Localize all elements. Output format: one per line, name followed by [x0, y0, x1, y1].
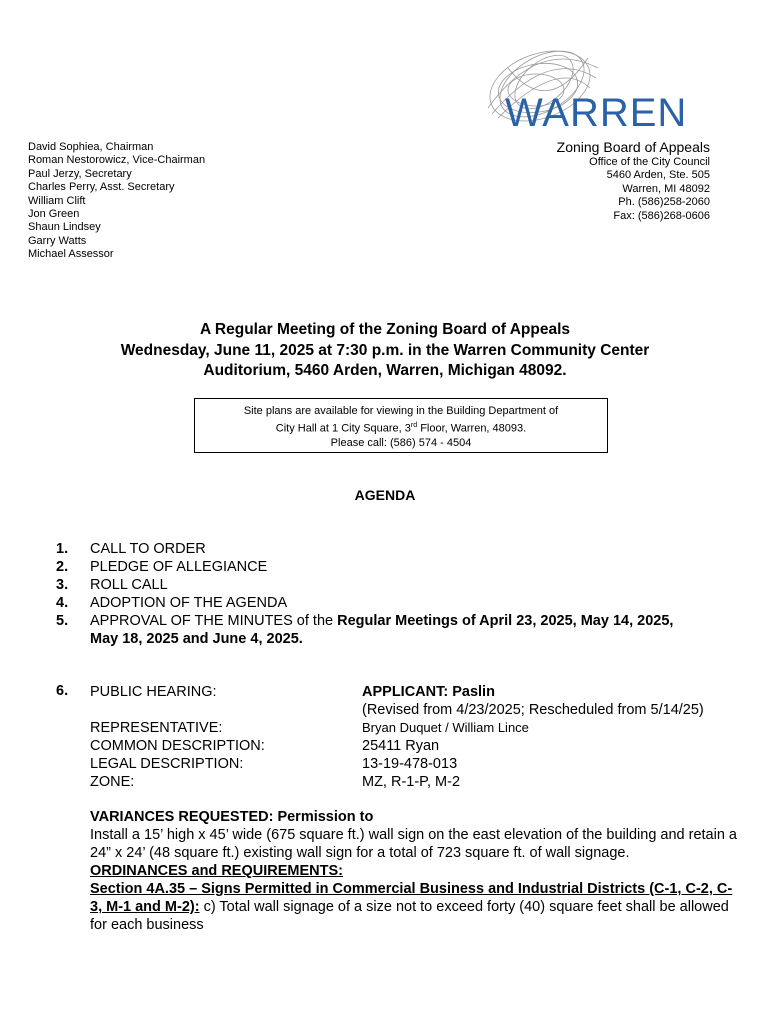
meeting-title	[60, 320, 710, 382]
agenda-item: 1. CALL TO ORDER	[56, 541, 206, 557]
legal-description-value: 13-19-478-013	[362, 756, 458, 772]
public-hearing-labels	[90, 683, 265, 791]
variances-heading: VARIANCES REQUESTED: Permission to	[90, 809, 374, 825]
public-hearing-values	[362, 683, 704, 791]
notice-line: City Hall at 1 City Square, 3rd Floor, Warren, 48093.	[275, 421, 527, 435]
member-name: Jon Green	[28, 208, 80, 221]
member-name: Charles Perry, Asst. Secretary	[28, 181, 175, 194]
title-line: Wednesday, June 11, 2025 at 7:30 p.m. in the Warren Community Center	[120, 341, 650, 359]
representative-value: Bryan Duquet / William Lince	[362, 720, 529, 735]
label-zone: ZONE:	[90, 774, 135, 790]
office-line: 5460 Arden, Ste. 505	[606, 169, 710, 182]
label-public-hearing: PUBLIC HEARING:	[90, 684, 217, 700]
agenda-item: 4. ADOPTION OF THE AGENDA	[56, 595, 288, 611]
agenda-heading: AGENDA	[354, 487, 416, 503]
agenda-item-minutes: 5. APPROVAL OF THE MINUTES of the Regular Meetings of April 23, 2025, May 14, 2025, May 18, 2025 and June 4, 2025.	[56, 613, 674, 647]
applicant: APPLICANT: Paslin	[362, 684, 495, 700]
notice-line: Site plans are available for viewing in the Building Department of	[243, 405, 559, 417]
member-name: Shaun Lindsey	[28, 221, 101, 234]
label-representative: REPRESENTATIVE:	[90, 720, 223, 736]
common-description-value: 25411 Ryan	[362, 738, 440, 754]
office-title: Zoning Board of Appeals	[556, 139, 710, 155]
office-line: Office of the City Council	[589, 156, 710, 168]
revised-note: (Revised from 4/23/2025; Rescheduled from 5/14/25)	[362, 702, 704, 718]
site-plans-notice	[194, 398, 608, 453]
member-name: David Sophiea, Chairman	[28, 141, 154, 153]
warren-logo-text: WARREN	[505, 91, 688, 135]
variances-section	[90, 808, 740, 934]
agenda-item: 2. PLEDGE OF ALLEGIANCE	[56, 559, 268, 575]
member-name: Michael Assessor	[28, 248, 114, 261]
office-phone: Ph. (586)258-2060	[618, 196, 710, 209]
title-line: Auditorium, 5460 Arden, Warren, Michigan 48092.	[203, 362, 567, 379]
variances-text: Install a 15’ high x 45’ wide (675 square ft.) wall sign on the east elevation of the building and retain a 24” x 24’ (48 square ft.) existing wall sign for a total of 723 square ft. of wall signage.	[90, 827, 737, 861]
board-members	[28, 141, 205, 262]
member-name: William Clift	[28, 194, 86, 207]
agenda-item: 3. ROLL CALL	[56, 577, 168, 593]
office-fax: Fax: (586)268-0606	[613, 209, 710, 222]
member-name: Garry Watts	[28, 234, 87, 247]
agenda-item-number: 6.	[56, 683, 69, 699]
office-address	[557, 139, 710, 223]
member-name: Paul Jerzy, Secretary	[28, 167, 132, 180]
label-legal-description: LEGAL DESCRIPTION:	[90, 756, 244, 772]
ordinance-section: Section 4A.35 – Signs Permitted in Commercial Business and Industrial Districts (C-1, C-2, C-3, M-1 and M-2): c) Total wall signage of a size not to exceed forty (40) square feet shall be allowed for each business	[90, 881, 733, 933]
ordinances-heading: ORDINANCES and REQUIREMENTS:	[90, 863, 343, 879]
title-line: A Regular Meeting of the Zoning Board of Appeals	[200, 321, 570, 338]
office-line: Warren, MI 48092	[622, 182, 710, 195]
notice-line: Please call: (586) 574 - 4504	[330, 436, 472, 449]
agenda-list	[56, 540, 673, 648]
label-common-description: COMMON DESCRIPTION:	[90, 738, 265, 754]
zone-value: MZ, R-1-P, M-2	[362, 774, 461, 790]
member-name: Roman Nestorowicz, Vice-Chairman	[28, 154, 206, 167]
